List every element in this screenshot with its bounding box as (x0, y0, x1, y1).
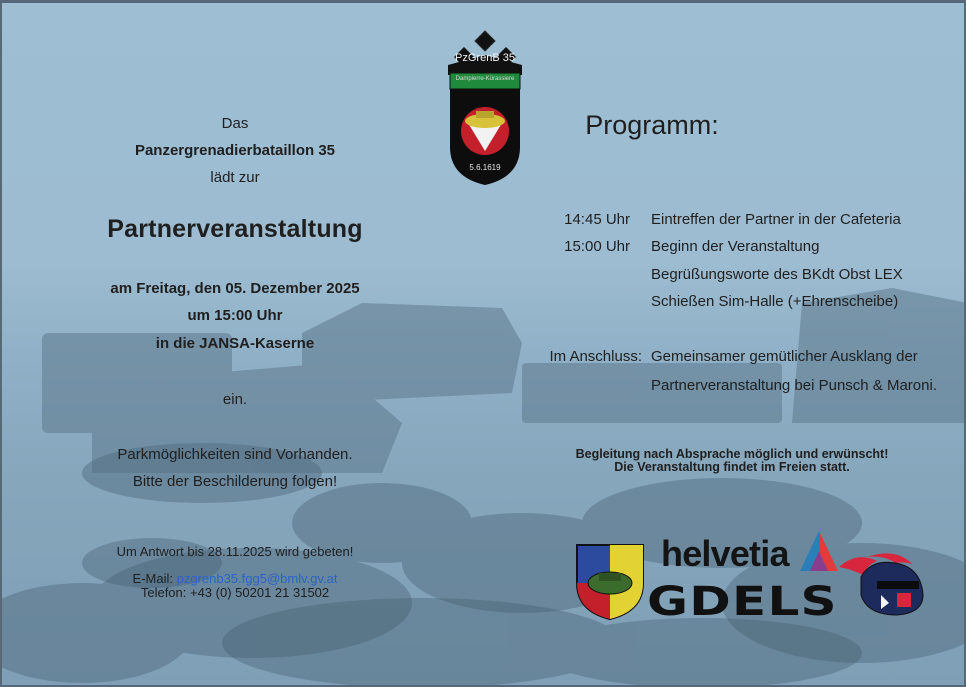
event-place: in die JANSA-Kaserne (155, 335, 315, 352)
intro-line-3: lädt zur (210, 169, 260, 186)
helvetia-mark-icon (798, 529, 840, 573)
program-item: Gemeinsamer gemütlicher Ausklang der (651, 348, 918, 365)
crest-motto: Dampierre-Kürassiere (455, 76, 515, 82)
program-time: Im Anschluss: (549, 348, 642, 365)
program-item: Eintreffen der Partner in der Cafeteria (651, 211, 901, 228)
gdels-logo: GDELS (647, 579, 838, 625)
intro-closing: ein. (222, 391, 248, 408)
rsvp-text: Um Antwort bis 28.11.2025 wird gebeten! (116, 544, 354, 559)
intro-line-1: Das (221, 115, 249, 132)
crest-banner-text: PzGrenB 35 (455, 52, 515, 64)
program-time: 15:00 Uhr (564, 238, 630, 255)
program-item: Partnerveranstaltung bei Punsch & Maroni. (651, 377, 937, 394)
event-time: um 15:00 Uhr (187, 307, 283, 324)
email-label: E-Mail: (132, 571, 177, 586)
phone-line: Telefon: +43 (0) 50201 21 31502 (140, 585, 330, 600)
event-date: am Freitag, den 05. Dezember 2025 (110, 280, 360, 297)
event-title: Partnerveranstaltung (107, 215, 363, 243)
crest-date: 5.6.1619 (469, 163, 501, 172)
email-link[interactable]: pzgrenb35.fgg5@bmlv.gv.at (176, 571, 338, 586)
program-item: Beginn der Veranstaltung (651, 238, 820, 255)
notice-line-1: Begleitung nach Absprache möglich und erwünscht! (575, 447, 889, 461)
notice-line-2: Die Veranstaltung findet im Freien statt. (614, 460, 850, 474)
program-title: Programm: (585, 110, 719, 140)
program-time: 14:45 Uhr (564, 211, 630, 228)
unit-shield-logo (575, 543, 645, 621)
email-line (2, 571, 468, 586)
helvetia-logo: helvetia (661, 533, 789, 574)
knight-helmet-logo (837, 547, 929, 617)
program-item: Begrüßungsworte des BKdt Obst LEX (651, 266, 903, 283)
program-item: Schießen Sim-Halle (+Ehrenscheibe) (651, 293, 899, 310)
parking-line-2: Bitte der Beschilderung folgen! (132, 473, 338, 490)
parking-line-1: Parkmöglichkeiten sind Vorhanden. (117, 446, 353, 463)
host-name: Panzergrenadierbataillon 35 (134, 142, 336, 159)
